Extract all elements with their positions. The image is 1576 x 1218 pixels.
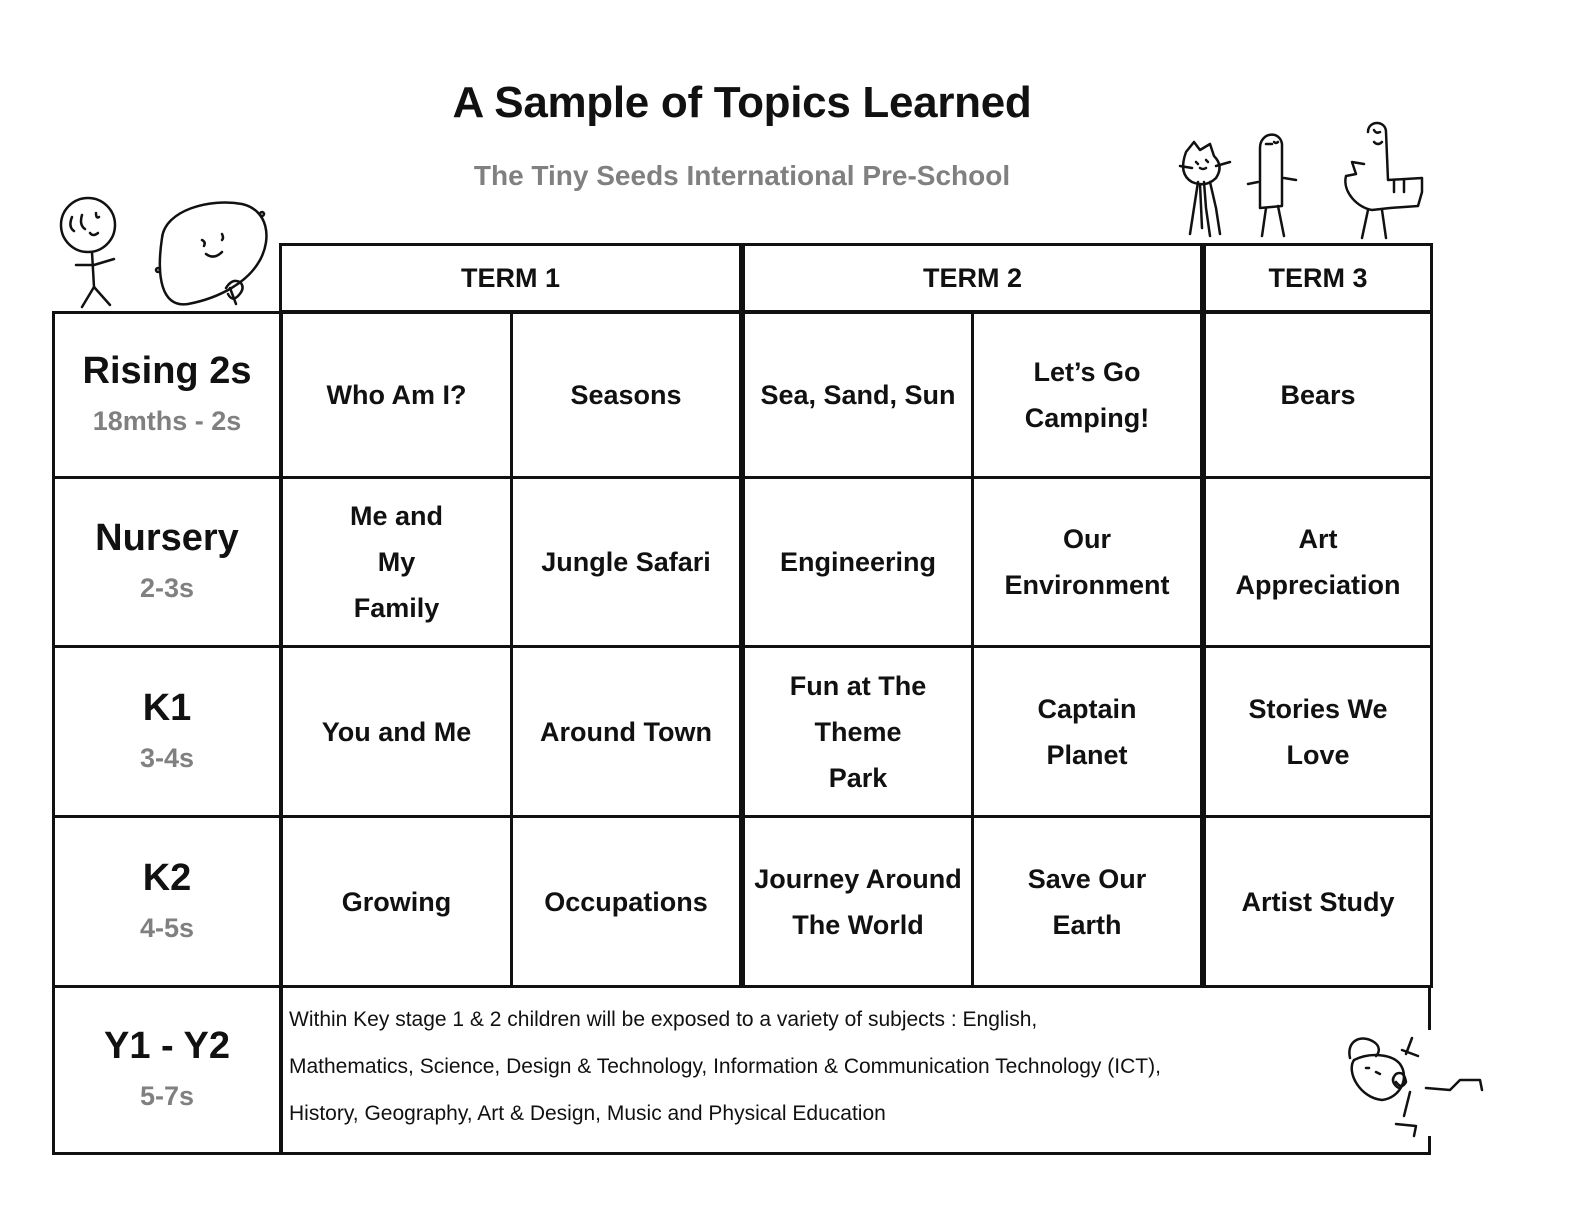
topic-cell: Journey Around The World [742, 815, 974, 988]
running-child-doodle [1340, 1028, 1490, 1138]
topic-cell: Jungle Safari [510, 476, 742, 648]
age-group-rising-2s [52, 311, 282, 479]
age-group-nursery [52, 476, 282, 648]
blob-figure-doodle [150, 198, 280, 310]
topic-cell: Art Appreciation [1203, 476, 1433, 648]
age-group-name: Y1 - Y2 [103, 1025, 231, 1067]
topic-cell: Me and My Family [280, 476, 513, 648]
topic-cell: Around Town [510, 645, 742, 818]
topic-cell: You and Me [280, 645, 513, 818]
age-group-name: Nursery [95, 517, 239, 559]
stick-figure-doodle [52, 195, 132, 310]
thumbs-up-doodle [1334, 122, 1428, 240]
age-group-range: 4-5s [139, 912, 195, 943]
age-group-range: 2-3s [139, 573, 195, 603]
term-header-2: TERM 2 [742, 243, 1203, 313]
topic-cell: Our Environment [971, 476, 1203, 648]
age-group-range: 5-7s [139, 1081, 195, 1111]
topic-cell: Fun at The Theme Park [742, 645, 974, 818]
topic-cell: Let’s Go Camping! [971, 311, 1203, 479]
key-stage-note: Within Key stage 1 & 2 children will be exposed to a variety of subjects : English, Mathematics, Science, Design & Technology, Information & Communication Technology (ICT), History, Geography, Art & Design, Music and Physical Education [280, 985, 1431, 1155]
topic-cell: Occupations [510, 815, 742, 988]
term-header-1: TERM 1 [279, 243, 742, 313]
age-group-range: 3-4s [139, 742, 195, 773]
topic-cell: Sea, Sand, Sun [742, 311, 974, 479]
age-group-k2 [52, 815, 282, 988]
age-group-range: 18mths - 2s [92, 406, 242, 436]
topic-cell: Save Our Earth [971, 815, 1203, 988]
topic-cell: Who Am I? [280, 311, 513, 479]
age-group-name: Rising 2s [82, 350, 252, 392]
term-header-3: TERM 3 [1203, 243, 1433, 313]
cat-doodle [1176, 138, 1236, 238]
topic-cell: Artist Study [1203, 815, 1433, 988]
age-group-k1 [52, 645, 282, 818]
table-border [1428, 1136, 1431, 1154]
age-group-name: K2 [142, 856, 192, 899]
stick-person-doodle [1240, 128, 1302, 240]
topic-cell: Seasons [510, 311, 742, 479]
topic-cell: Stories We Love [1203, 645, 1433, 818]
page-title: A Sample of Topics Learned [452, 78, 1032, 127]
topic-cell: Captain Planet [971, 645, 1203, 818]
topic-cell: Engineering [742, 476, 974, 648]
topic-cell: Growing [280, 815, 513, 988]
age-group-y1-y2 [52, 985, 282, 1155]
age-group-name: K1 [142, 686, 192, 729]
table-border [1428, 986, 1431, 1030]
topic-cell: Bears [1203, 311, 1433, 479]
page-subtitle: The Tiny Seeds International Pre-School [473, 160, 1011, 191]
